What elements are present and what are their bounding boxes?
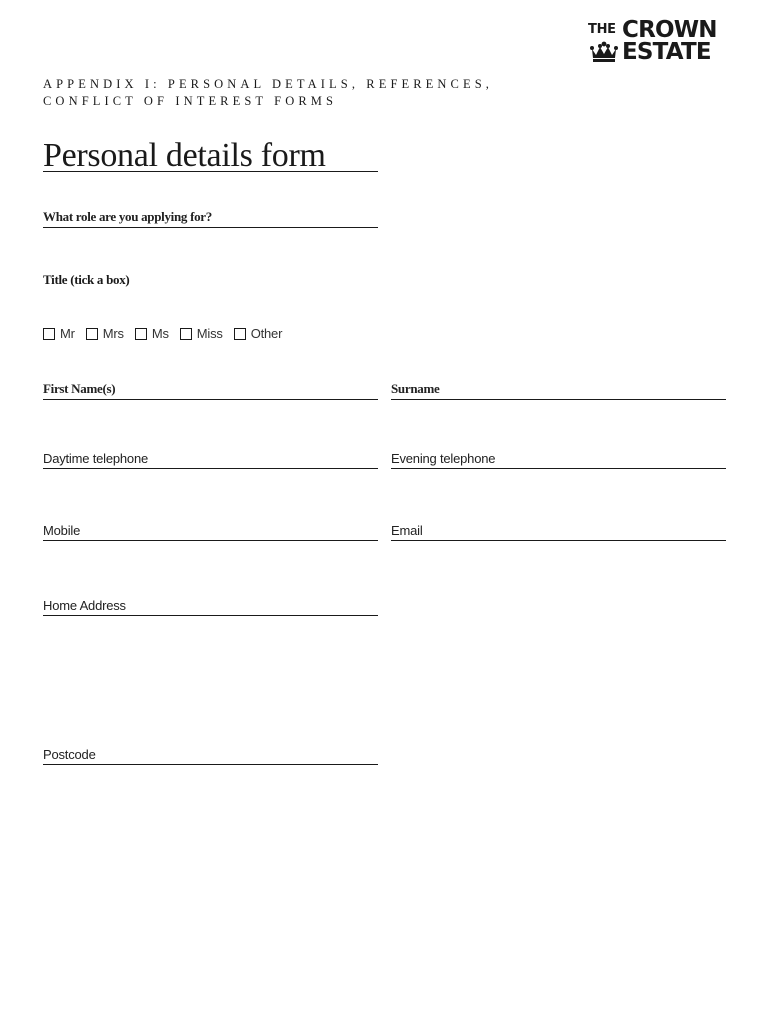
checkbox-mr[interactable]	[43, 328, 55, 340]
mobile-label: Mobile	[43, 523, 81, 538]
appendix-line-2: CONFLICT OF INTEREST FORMS	[43, 94, 338, 108]
checkbox-miss[interactable]	[180, 328, 192, 340]
title-options	[43, 326, 293, 341]
daytime-telephone-field[interactable]	[43, 444, 378, 469]
logo-crown-text: CROWN	[622, 17, 717, 43]
appendix-heading	[43, 76, 563, 110]
evening-telephone-field[interactable]	[391, 444, 726, 469]
evening-telephone-label: Evening telephone	[391, 451, 496, 466]
role-label: What role are you applying for?	[43, 209, 212, 224]
role-field[interactable]	[43, 203, 378, 228]
mobile-field[interactable]	[43, 516, 378, 541]
email-field[interactable]	[391, 516, 726, 541]
option-label-miss: Miss	[196, 326, 223, 341]
daytime-telephone-label: Daytime telephone	[43, 451, 148, 466]
appendix-line-1: APPENDIX I: PERSONAL DETAILS, REFERENCES,	[43, 77, 493, 91]
first-name-label: First Name(s)	[43, 381, 116, 396]
logo-the-text: THE	[588, 22, 616, 37]
email-label: Email	[391, 523, 423, 538]
crown-estate-logo	[586, 17, 728, 66]
option-label-other: Other	[250, 326, 283, 341]
home-address-field[interactable]	[43, 591, 378, 616]
surname-label: Surname	[391, 381, 440, 396]
option-label-mr: Mr	[60, 326, 75, 341]
title-option-miss[interactable]	[180, 326, 223, 341]
title-option-mrs[interactable]	[86, 326, 124, 341]
surname-field[interactable]	[391, 375, 726, 400]
title-option-ms[interactable]	[135, 326, 169, 341]
title-tick-label: Title (tick a box)	[43, 272, 130, 287]
postcode-field[interactable]	[43, 740, 378, 765]
checkbox-other[interactable]	[234, 328, 246, 340]
option-label-mrs: Mrs	[102, 326, 124, 341]
home-address-label: Home Address	[43, 598, 126, 613]
title-option-mr[interactable]	[43, 326, 75, 341]
crown-icon	[589, 41, 619, 63]
title-option-other[interactable]	[234, 326, 283, 341]
title-underline	[43, 171, 378, 172]
page-title: Personal details form	[43, 137, 326, 174]
postcode-label: Postcode	[43, 747, 96, 762]
first-name-field[interactable]	[43, 375, 378, 400]
option-label-ms: Ms	[151, 326, 169, 341]
logo-estate-text: ESTATE	[622, 39, 711, 65]
checkbox-ms[interactable]	[135, 328, 147, 340]
checkbox-mrs[interactable]	[86, 328, 98, 340]
